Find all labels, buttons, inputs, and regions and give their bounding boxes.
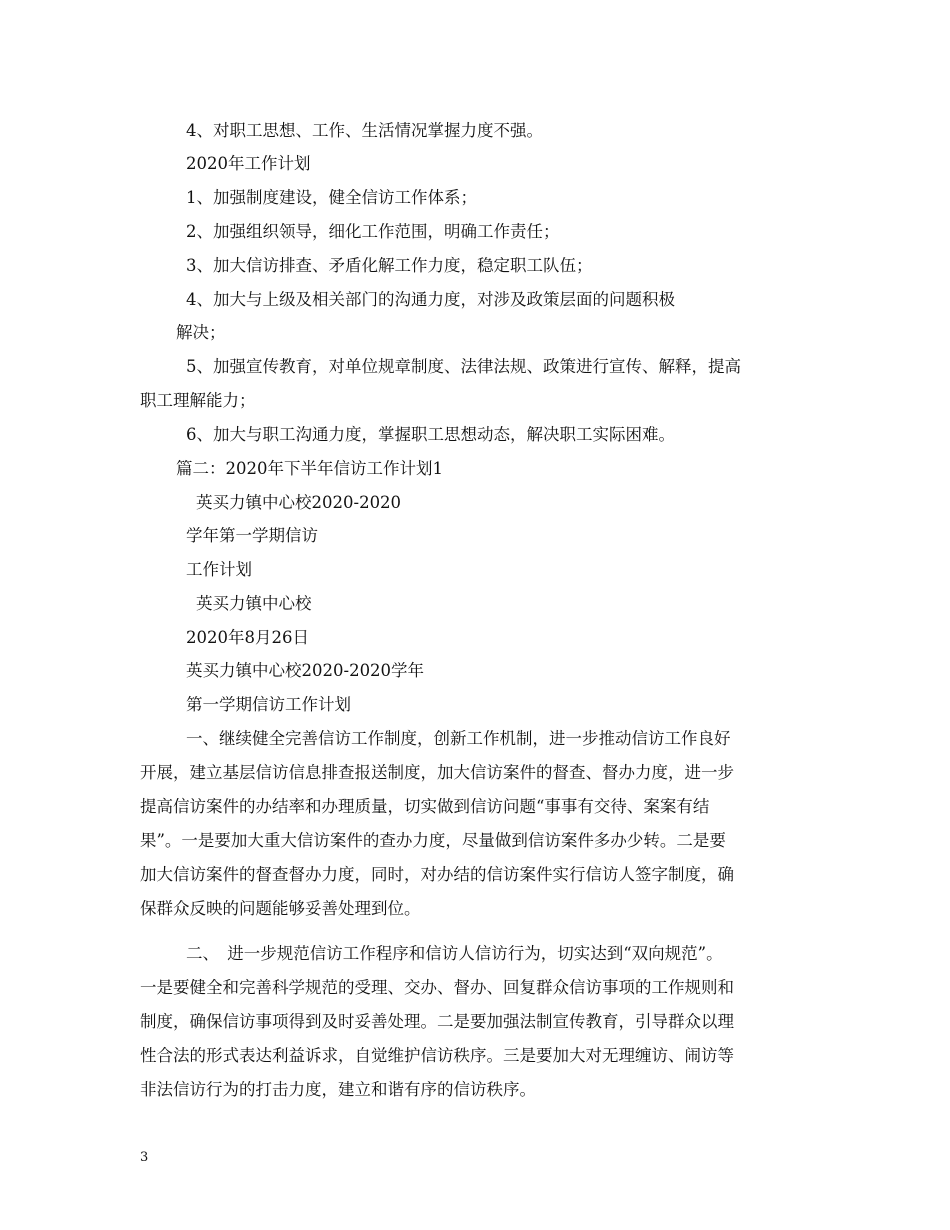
text-line: 提高信访案件的办结率和办理质量，切实做到信访问题“事事有交待、案案有结 [140,797,710,816]
text-line: 解决； [176,323,226,342]
text-line: 2、加强组织领导，细化工作范围，明确工作责任； [186,222,560,241]
date-line: 2020年8月26日 [186,628,309,647]
text-line: 二、 进一步规范信访工作程序和信访人信访行为，切实达到“双向规范”。 [186,944,723,963]
text-line: 一、继续健全完善信访工作制度，创新工作机制，进一步推动信访工作良好 [186,729,731,748]
text-line: 英买力镇中心校 [196,594,312,613]
text-line: 保群众反映的问题能够妥善处理到位。 [140,899,421,918]
text-line: 制度，确保信访事项得到及时妥善处理。二是要加强法制宣传教育，引导群众以理 [140,1012,734,1031]
text-line: 开展，建立基层信访信息排查报送制度，加大信访案件的督查、督办力度，进一步 [140,763,734,782]
text-line: 学年第一学期信访 [186,526,318,545]
text-line: 果”。一是要加大重大信访案件的查办力度，尽量做到信访案件多办少转。二是要 [140,831,726,850]
text-line: 性合法的形式表达利益诉求，自觉维护信访秩序。三是要加大对无理缠访、闹访等 [140,1046,734,1065]
text-line: 英买力镇中心校2020-2020 [196,493,402,512]
text-line: 工作计划 [186,560,252,579]
text-line: 职工理解能力； [140,391,256,410]
text-line: 非法信访行为的打击力度，建立和谐有序的信访秩序。 [140,1080,536,1099]
text-line: 加大信访案件的督查督办力度，同时，对办结的信访案件实行信访人签字制度，确 [140,865,734,884]
text-line: 6、加大与职工沟通力度，掌握职工思想动态，解决职工实际困难。 [186,425,675,444]
section-heading: 篇二：2020年下半年信访工作计划1 [176,459,443,478]
text-line: 一是要健全和完善科学规范的受理、交办、督办、回复群众信访事项的工作规则和 [140,978,734,997]
text-line: 第一学期信访工作计划 [186,695,351,714]
text-line: 2020年工作计划 [186,154,311,173]
text-line: 5、加强宣传教育，对单位规章制度、法律法规、政策进行宣传、解释，提高 [186,357,741,376]
text-line: 4、加大与上级及相关部门的沟通力度，对涉及政策层面的问题积极 [186,290,675,309]
text-line: 英买力镇中心校2020-2020学年 [186,661,425,680]
text-line: 4、对职工思想、工作、生活情况掌握力度不强。 [186,121,543,140]
text-line: 3、加大信访排查、矛盾化解工作力度，稳定职工队伍； [186,256,593,275]
page-number: 3 [140,1150,149,1165]
text-line: 1、加强制度建设，健全信访工作体系； [186,188,477,207]
